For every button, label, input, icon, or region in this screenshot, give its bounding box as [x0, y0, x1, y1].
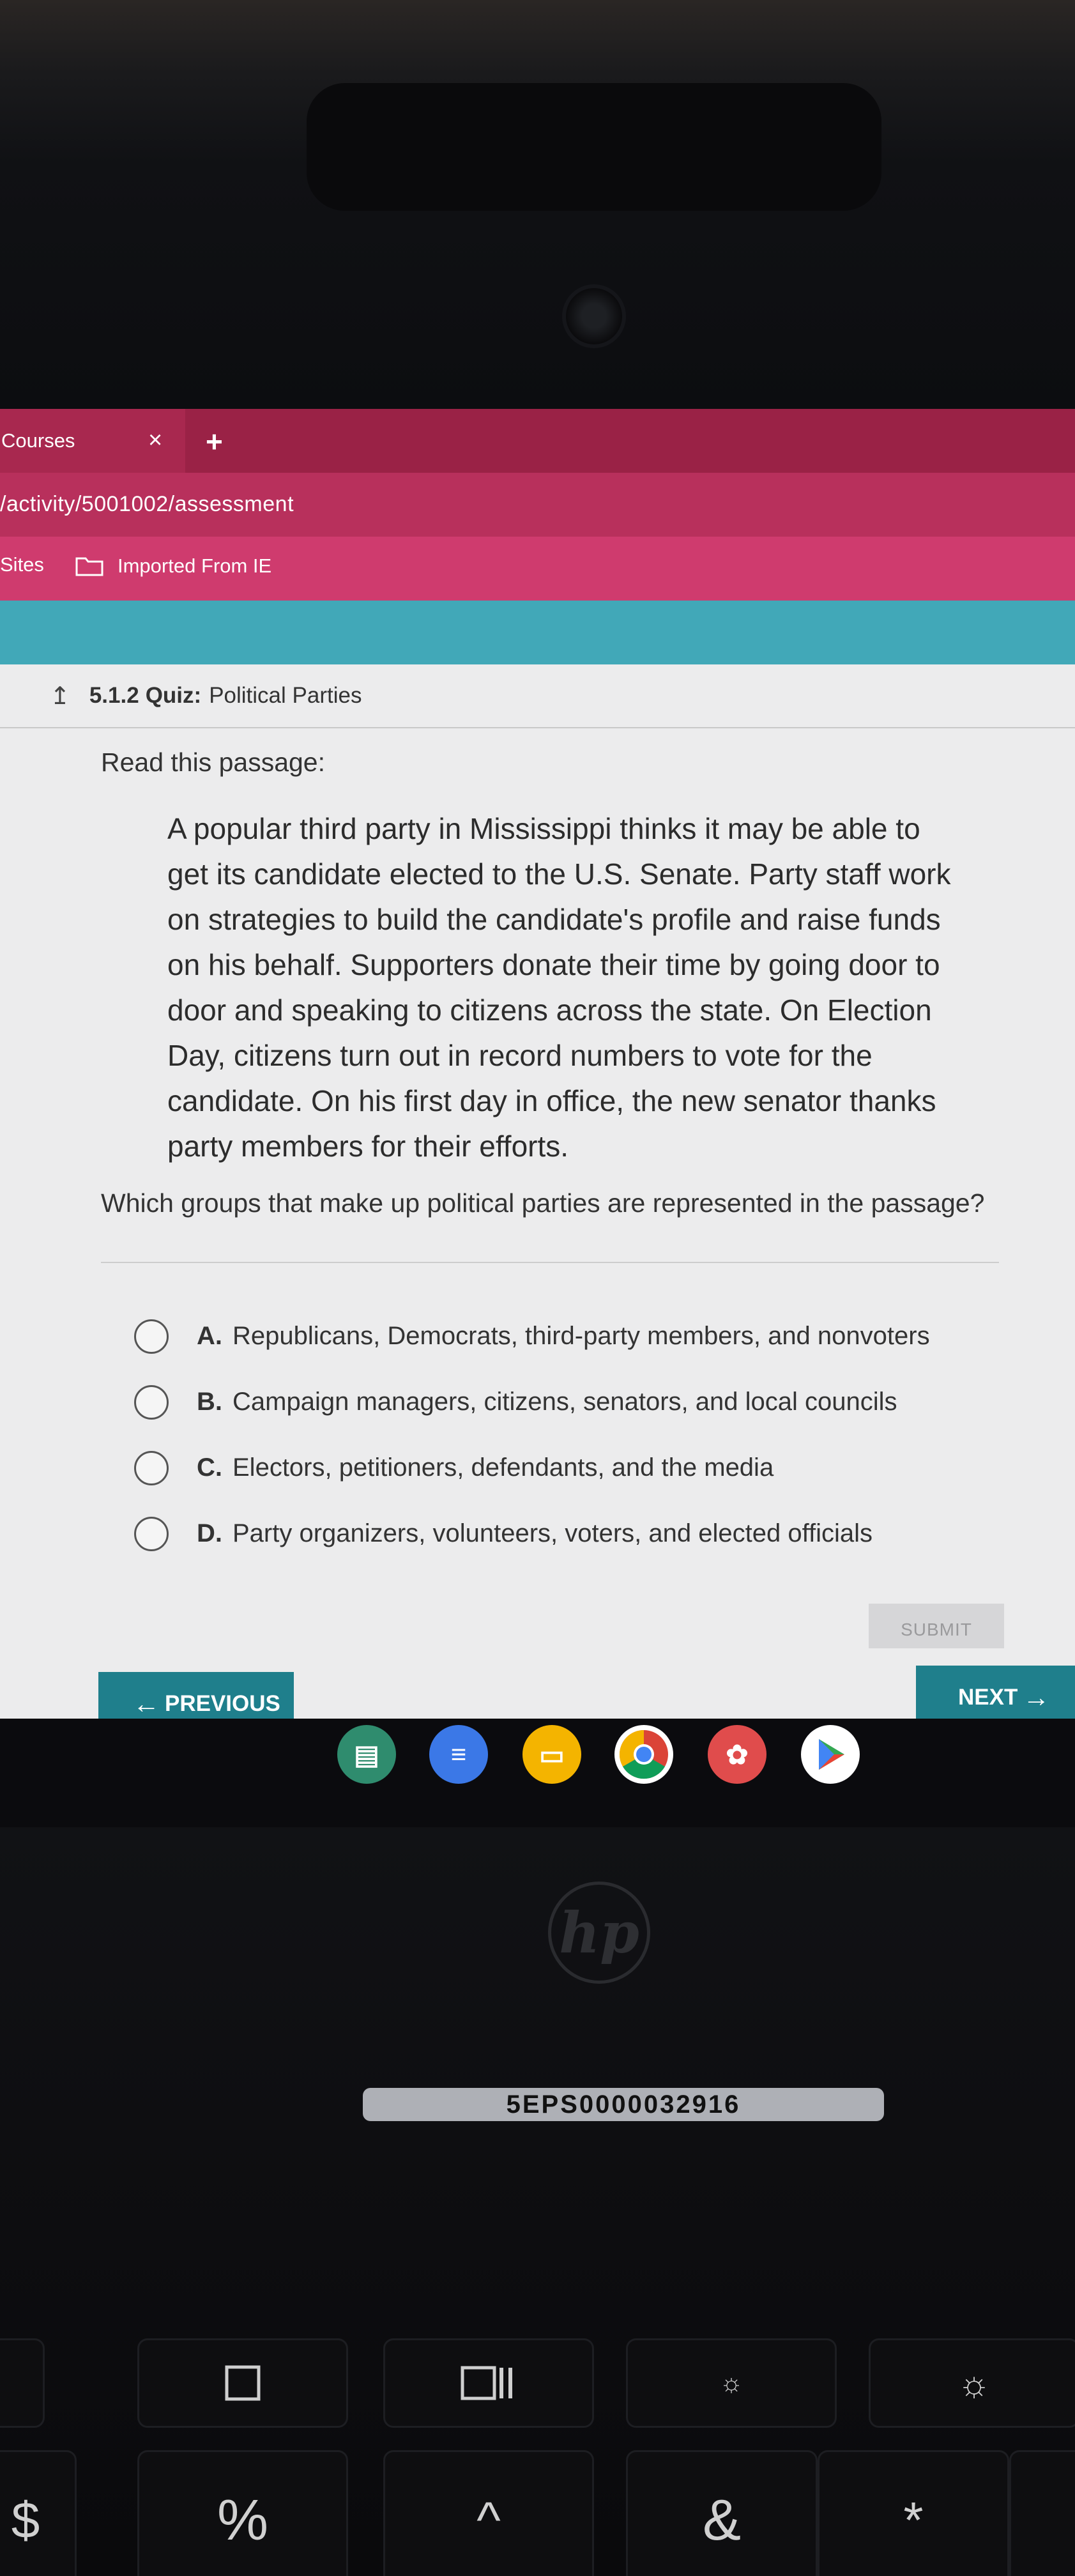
key-right-partial	[1009, 2450, 1075, 2576]
option-letter: A.	[197, 1322, 222, 1350]
brightness-up-icon: ☼	[957, 2363, 991, 2404]
webcam	[562, 284, 626, 348]
folder-icon	[75, 556, 103, 576]
key-label: *	[903, 2492, 924, 2549]
key-brightness-down	[626, 2338, 837, 2428]
palette-app-icon[interactable]: ✿	[708, 1725, 766, 1784]
option-text: Campaign managers, citizens, senators, and local councils	[233, 1388, 897, 1416]
tab-strip	[0, 409, 1075, 473]
passage-text: A popular third party in Mississippi thinks it may be able to get its candidate elected to the U.S. Senate. Party staff work on strategies to build the candidate's profile and raise funds on his behalf. Supporters donate their time by going door to door and speaking to citizens across the state. On Election Day, citizens turn out in record numbers to vote for the candidate. On his first day in office, the new senator thanks party members for their efforts.	[167, 812, 951, 1163]
radio-button[interactable]	[134, 1517, 169, 1551]
option-letter: C.	[197, 1453, 222, 1482]
quiz-kind: Quiz:	[145, 683, 202, 708]
slides-app-icon[interactable]: ▭	[522, 1725, 581, 1784]
bezel-ridge	[307, 83, 881, 211]
url-text[interactable]: /activity/5001002/assessment	[0, 492, 294, 516]
play-store-icon[interactable]	[801, 1725, 860, 1784]
tab-courses[interactable]	[0, 409, 185, 473]
quiz-header	[0, 664, 1075, 728]
serial-label: 5EPS0000032916	[363, 2088, 884, 2121]
bookmarks-bar	[0, 537, 1075, 601]
bookmark-sites[interactable]: Sites	[0, 553, 44, 576]
key-label: %	[217, 2488, 269, 2552]
classroom-app-icon[interactable]: ▤	[337, 1725, 396, 1784]
option-text: Republicans, Democrats, third-party members, and nonvoters	[233, 1322, 930, 1350]
address-bar[interactable]	[0, 473, 1075, 537]
overview-icon	[460, 2364, 517, 2402]
key-overview	[383, 2338, 594, 2428]
laptop-top-bezel	[0, 0, 1075, 409]
option-c[interactable]	[134, 1435, 930, 1501]
key-ampersand	[626, 2450, 818, 2576]
radio-button[interactable]	[134, 1385, 169, 1420]
brightness-down-icon: ☼	[719, 2368, 743, 2397]
chrome-icon	[618, 1729, 669, 1780]
key-fullscreen	[137, 2338, 348, 2428]
key-brightness-up	[869, 2338, 1075, 2428]
answer-options	[134, 1303, 930, 1567]
radio-button[interactable]	[134, 1319, 169, 1354]
option-text: Electors, petitioners, defendants, and the media	[233, 1453, 774, 1482]
new-tab-icon[interactable]: +	[206, 425, 223, 458]
previous-label: PREVIOUS	[165, 1691, 280, 1716]
next-label: NEXT	[958, 1685, 1018, 1710]
key-caret	[383, 2450, 594, 2576]
key-percent	[137, 2450, 348, 2576]
key-label: ^	[477, 2492, 501, 2549]
bookmark-folder-imported[interactable]	[75, 555, 271, 578]
option-letter: B.	[197, 1388, 222, 1416]
quiz-number: 5.1.2	[89, 683, 139, 708]
option-text: Party organizers, volunteers, voters, and elected officials	[233, 1519, 873, 1547]
tab-title: Courses	[1, 429, 75, 452]
quiz-title: Political Parties	[209, 683, 362, 708]
quiz-page	[0, 664, 1075, 1719]
option-b[interactable]	[134, 1369, 930, 1435]
key-label: $	[11, 2492, 40, 2549]
key-back-partial	[0, 2338, 45, 2428]
radio-button[interactable]	[134, 1451, 169, 1485]
passage-prompt: Read this passage:	[101, 747, 326, 777]
option-letter: D.	[197, 1519, 222, 1547]
key-dollar	[0, 2450, 77, 2576]
tab-close-icon[interactable]: ×	[148, 427, 163, 454]
docs-app-icon[interactable]: ≡	[429, 1725, 488, 1784]
hp-logo: hp	[548, 1882, 650, 1984]
site-header-bar	[0, 601, 1075, 664]
option-a[interactable]	[134, 1303, 930, 1369]
fullscreen-icon	[224, 2364, 262, 2402]
key-asterisk	[818, 2450, 1009, 2576]
submit-button[interactable]: SUBMIT	[869, 1604, 1004, 1648]
option-d[interactable]	[134, 1501, 930, 1567]
bookmark-folder-label: Imported From IE	[118, 555, 272, 577]
question-text: Which groups that make up political parties are represented in the passage?	[101, 1188, 985, 1218]
back-up-icon[interactable]: ↥	[50, 682, 70, 710]
play-icon	[811, 1735, 850, 1774]
key-label: &	[702, 2488, 742, 2552]
divider	[101, 1262, 999, 1263]
navigation-row	[0, 1639, 1075, 1719]
arrow-right-icon: →	[1023, 1682, 1050, 1712]
arrow-left-icon: ←	[133, 1689, 160, 1719]
chrome-app-icon[interactable]	[614, 1725, 673, 1784]
